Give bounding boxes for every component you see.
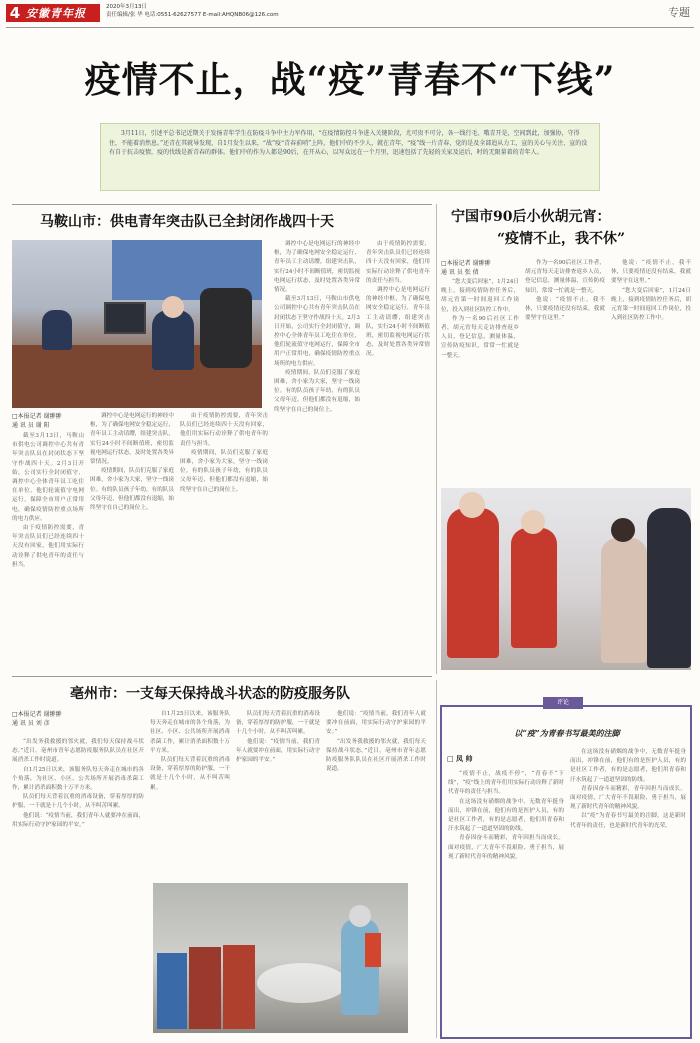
volunteer2-head bbox=[521, 510, 545, 534]
paper-name: 安徽青年报 bbox=[26, 7, 86, 20]
article3-para: 队员们每天背着沉重的消毒设备，穿着厚厚的防护服，一干就是十几个小时，从不叫苦叫累。 bbox=[150, 757, 230, 791]
worker2-figure bbox=[42, 310, 72, 350]
lead-text: 3月11日，引述平总书记近期关于发扬青年学生在防疫斗争中主力军作用，“在疫情防控斗争进入关键阶段，尤可贵不可分，各一线行毛、哦青开是，空间到此，加强协，守得住，不能着消然息。”还青在其就导发现，自1月发生以来，“战”疫“青春前哨”上阵，他们中的不少人，就在青年，“疫”线一片青春，觉的是及全部追从力工，宣的关心与关注、宣的没有自于抗击疫情，疫的伐线是新青春的群体。他们中的作为人都是90后，在开从心，以写众远在一个月里，迅速包括了先轻的关家及运后，时的无限量着的青年人。 bbox=[109, 130, 588, 156]
article1-top-rule bbox=[12, 204, 432, 205]
article3-para: 自1月25日以来，该服务队每天奔走在城市的各个角落，为社区、小区、公共场所开展消毒杀菌工作，累计消杀面积数十万平方米。 bbox=[150, 711, 230, 754]
article1-correspondent: 通 讯 员 谢 阳 bbox=[12, 422, 50, 429]
article2-col1 bbox=[441, 278, 519, 480]
article1-para: 由于疫情防控需要，青年突击队员们已经连续四十天没有回家，他们用实际行动诠释了供电青年的责任与担当。 bbox=[366, 241, 430, 284]
article3-para: “出发务我救援的邻火就，我们每天保持战斗状态。”近日，亳州市青年志愿防疫服务队队员在社区开展消杀工作时说道。 bbox=[326, 738, 426, 773]
article1-col1 bbox=[12, 432, 84, 672]
article3-col3 bbox=[236, 710, 320, 878]
spray-tank bbox=[365, 933, 381, 967]
sprayer-head bbox=[349, 905, 371, 927]
lead-box bbox=[100, 123, 600, 191]
article2-byline bbox=[441, 259, 491, 277]
article3-title: 亳州市：一支每天保持战斗状态的防疫服务队 bbox=[70, 686, 350, 702]
column-divider bbox=[436, 680, 437, 1038]
commentary-para: 以“疫”为青春书写最美的注脚，这是新时代青年的责任，也是新时代青年的光荣。 bbox=[570, 813, 686, 829]
volunteer1-head bbox=[459, 492, 485, 518]
page-headline: 疫情不止，战“疫”青春不“下线” bbox=[84, 59, 616, 101]
article2-photo bbox=[441, 488, 691, 670]
article1-para: 截至3月13日，马鞍山市供电公司调控中心共有青年突击队员在封闭状态下坚守作战四十天。2月3日开始，公司实行全封闭值守，调控中心全体青年员工吃住在单位，他们轮流值守电网运行，保障全市用户正常用电，确保疫情防控重点场所的电力供应。 bbox=[12, 433, 84, 522]
commentary-tag: 评论 bbox=[543, 697, 583, 709]
commentary-col1 bbox=[448, 770, 564, 1032]
article3-correspondent: 通 讯 员 刘 彦 bbox=[12, 720, 50, 727]
commentary-para: 青春因奋斗而精彩，青年因担当而成长。面对疫情，广大青年不畏艰险、勇于担当，展现了新时代青年的精神风貌。 bbox=[448, 835, 564, 860]
article2-para: 作为一名90后社区工作者，胡元宵每天走访排查返乡人员，登记信息，测量体温，宣传防疫知识，常常一忙就是一整天。 bbox=[441, 315, 519, 359]
article1-col4 bbox=[274, 240, 360, 672]
article3-para: 自1月25日以来，该服务队每天奔走在城市的各个角落，为社区、小区、公共场所开展消毒杀菌工作，累计消杀面积数十万平方米。 bbox=[12, 766, 144, 792]
article3-reporter: □本报记者 谢翀翀 bbox=[12, 711, 62, 718]
article2-para: 他说：“疫情不止，我不休，只要疫情还没有结束，我就要坚守在这里。” bbox=[611, 260, 691, 285]
article2-title-line1: 宁国市90后小伙胡元宵： bbox=[451, 209, 611, 225]
article3-byline bbox=[12, 710, 62, 728]
article2-title-line2: “疫情不止，我不休” bbox=[497, 231, 626, 247]
column-divider bbox=[436, 204, 437, 674]
resident-head bbox=[611, 518, 635, 542]
article2-para: 作为一名90后社区工作者，胡元宵每天走访排查返乡人员，登记信息，测量体温，宣传防疫知识，常常一忙就是一整天。 bbox=[525, 260, 605, 294]
volunteer1-figure bbox=[447, 508, 499, 658]
article2-para: 他说：“疫情不止，我不休，只要疫情还没有结束，我就要坚守在这里。” bbox=[525, 296, 605, 322]
article3-col2 bbox=[150, 710, 230, 878]
commentary-para: 在这场没有硝烟的战争中，无数青年挺身而出，冲锋在前，他们有的是医护人员，有的是社区工作者，有的是志愿者，他们用青春和汗水筑起了一道道坚固的防线。 bbox=[448, 798, 564, 833]
article3-photo bbox=[153, 883, 408, 1033]
masthead-meta bbox=[106, 3, 279, 19]
article3-para: 队员们每天背着沉重的消毒设备，穿着厚厚的防护服，一干就是十几个小时，从不叫苦叫累。 bbox=[12, 794, 144, 810]
chair-shape bbox=[200, 288, 252, 368]
article1-para: 疫情期间，队员们克服了家庭困难，舍小家为大家，坚守一线岗位。有的队员孩子年幼，有的队员父母年迈，但他们都没有退缩，始终坚守在自己的岗位上。 bbox=[90, 468, 174, 512]
article3-para: 他们说：“疫情当前，我们青年人就要冲在前面，用实际行动守护家园的平安。” bbox=[326, 711, 426, 736]
volunteer2-figure bbox=[511, 528, 557, 648]
article1-col5 bbox=[366, 240, 430, 672]
article1-para: 调控中心是电网运行的神经中枢，为了确保电网安全稳定运行，青年员工主动请缨，组建突击队，实行24小时不间断值班，密切监视电网运行状态，及时处置各类异常情况。 bbox=[90, 413, 174, 466]
masthead bbox=[0, 0, 700, 26]
article1-title: 马鞍山市：供电青年突击队已全封闭作战四十天 bbox=[40, 214, 334, 230]
article3-top-rule bbox=[12, 676, 432, 677]
article3-para: 他们说：“疫情当前，我们青年人就要冲在前面，用实际行动守护家园的平安。” bbox=[12, 812, 144, 828]
article3-col4 bbox=[326, 710, 426, 878]
resident2-figure bbox=[647, 508, 691, 668]
article2-para: “您大变后回家”，1月24日晚上，接到疫情防控任务后，胡元宵第一时间返回工作岗位，投入到社区防控工作中。 bbox=[611, 287, 691, 322]
article1-col3 bbox=[180, 412, 268, 672]
article1-byline bbox=[12, 412, 62, 430]
spray-mist bbox=[257, 963, 347, 1003]
article1-para: 疫情期间，队员们克服了家庭困难，舍小家为大家，坚守一线岗位。有的队员孩子年幼，有的队员父母年迈，但他们都没有退缩，始终坚守在自己的岗位上。 bbox=[180, 449, 268, 493]
commentary-para: 在这场没有硝烟的战争中，无数青年挺身而出，冲锋在前，他们有的是医护人员，有的是社区工作者，有的是志愿者，他们用青春和汗水筑起了一道道坚固的防线。 bbox=[570, 749, 686, 783]
article1-photo bbox=[12, 240, 262, 408]
article1-para: 调控中心是电网运行的神经中枢，为了确保电网安全稳定运行，青年员工主动请缨，组建突击队，实行24小时不间断值班，密切监视电网运行状态，及时处置各类异常情况。 bbox=[274, 241, 360, 294]
commentary-title: 以“疫”为青春书写最美的注脚 bbox=[514, 728, 620, 738]
article2-correspondent: 通 讯 员 张 倩 bbox=[441, 269, 479, 276]
bin3-shape bbox=[223, 945, 255, 1029]
article1-col2 bbox=[90, 412, 174, 672]
article1-para: 截至3月13日，马鞍山市供电公司调控中心共有青年突击队员在封闭状态下坚守作战四十天。2月3日开始，公司实行全封闭值守，调控中心全体青年员工吃住在单位，他们轮流值守电网运行，保障全市用户正常用电，确保疫情防控重点场所的电力供应。 bbox=[274, 296, 360, 367]
worker-figure bbox=[152, 310, 194, 370]
header-rule bbox=[6, 27, 694, 28]
article2-para: “您大变后回家”，1月24日晚上，接到疫情防控任务后，胡元宵第一时间返回工作岗位，投入到社区防控工作中。 bbox=[441, 279, 519, 313]
article3-col1 bbox=[12, 738, 144, 1038]
article3-para: 队员们每天背着沉重的消毒设备，穿着厚厚的防护服，一干就是十几个小时，从不叫苦叫累。 bbox=[236, 711, 320, 736]
monitor-shape bbox=[104, 302, 146, 334]
editor-contact: 责任编辑/张 华 电话:0551-62627577 E-mail:AHQNB06@126.com bbox=[106, 12, 279, 18]
commentary-para: “疫情不止，战疫不停”，“青春不“下线”，“疫”线上的青年们用实际行动诠释了新时代青年的责任与担当。 bbox=[448, 771, 564, 796]
page-number: 4 bbox=[9, 4, 21, 22]
article1-para: 调控中心是电网运行的神经中枢，为了确保电网安全稳定运行，青年员工主动请缨，组建突击队，实行24小时不间断值班，密切监视电网运行状态，及时处置各类异常情况。 bbox=[366, 287, 430, 358]
commentary-author: □ 凤 帅 bbox=[447, 754, 473, 763]
bin2-shape bbox=[189, 947, 221, 1029]
article3-para: 他们说：“疫情当前，我们青年人就要冲在前面，用实际行动守护家园的平安。” bbox=[236, 738, 320, 764]
bin1-shape bbox=[157, 953, 187, 1029]
article2-reporter: □本报记者 谢翀翀 bbox=[441, 260, 491, 267]
issue-date: 2020年3月13日 bbox=[106, 4, 147, 10]
section-label: 专题 bbox=[668, 6, 690, 19]
paper-logo bbox=[6, 4, 100, 22]
commentary-col2 bbox=[570, 748, 686, 1032]
resident-figure bbox=[601, 538, 647, 663]
worker-head bbox=[162, 296, 184, 318]
article2-col3 bbox=[611, 259, 691, 480]
article3-para: “出发务我救援的邻火就，我们每天保持战斗状态。”近日，亳州市青年志愿防疫服务队队员在社区开展消杀工作时说道。 bbox=[12, 739, 144, 764]
commentary-para: 青春因奋斗而精彩，青年因担当而成长。面对疫情，广大青年不畏艰险、勇于担当，展现了新时代青年的精神风貌。 bbox=[570, 785, 686, 811]
article1-para: 疫情期间，队员们克服了家庭困难，舍小家为大家，坚守一线岗位。有的队员孩子年幼，有的队员父母年迈，但他们都没有退缩，始终坚守在自己的岗位上。 bbox=[274, 369, 360, 413]
article1-reporter: □本报记者 谢翀翀 bbox=[12, 413, 62, 420]
article1-para: 由于疫情防控需要，青年突击队员们已经连续四十天没有回家，他们用实际行动诠释了供电青年的责任与担当。 bbox=[180, 413, 268, 447]
article1-para: 由于疫情防控需要，青年突击队员们已经连续四十天没有回家，他们用实际行动诠释了供电青年的责任与担当。 bbox=[12, 525, 84, 568]
article2-col2 bbox=[525, 259, 605, 480]
